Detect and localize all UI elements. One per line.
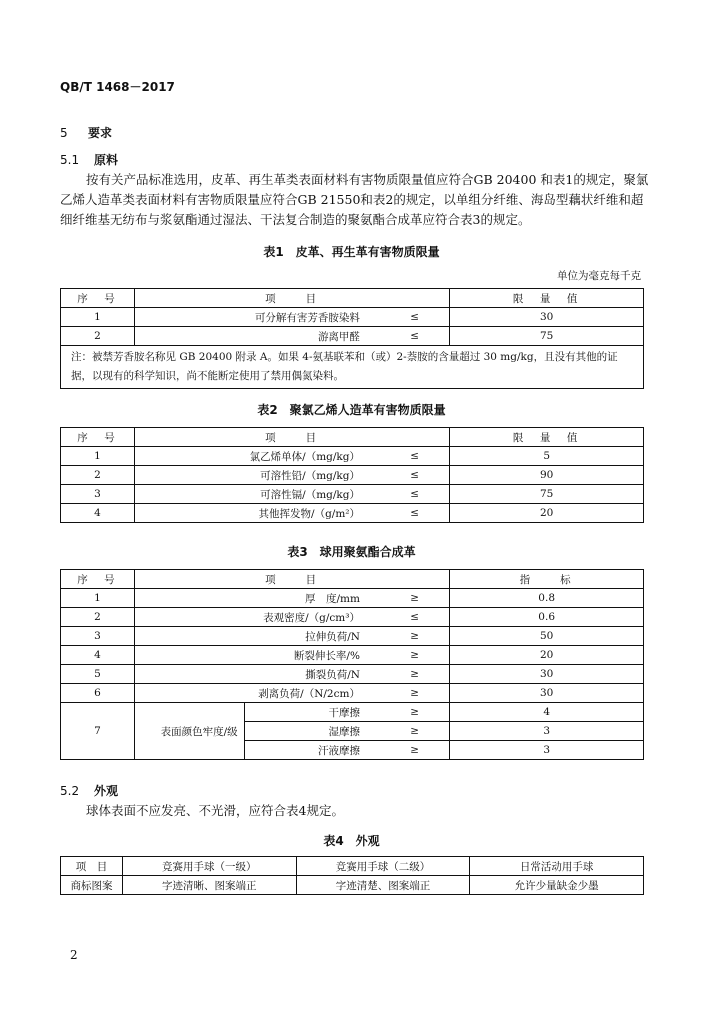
row-item: 表面颜色牢度/级	[134, 703, 244, 760]
row-item: 撕裂负荷/N	[134, 665, 380, 684]
row-cell: 允许少量缺金少墨	[470, 876, 644, 895]
section-number: 5.2	[60, 784, 80, 798]
row-operator: ≤	[380, 608, 450, 627]
table4	[60, 856, 644, 895]
table1-caption: 表1 皮革、再生革有害物质限量	[263, 245, 440, 259]
row-operator: ≥	[380, 627, 450, 646]
row-value: 30	[450, 665, 644, 684]
row-number: 2	[61, 327, 135, 346]
row-item: 剥离负荷/（N/2cm）	[134, 684, 380, 703]
header-cell: 限 量 值	[450, 428, 644, 447]
row-operator: ≤	[380, 504, 450, 523]
row-item: 氯乙烯单体/（mg/kg）	[134, 447, 380, 466]
row-number: 1	[61, 589, 135, 608]
row-value: 30	[450, 308, 644, 327]
header-cell: 序 号	[61, 570, 135, 589]
row-operator: ≤	[380, 308, 450, 327]
row-number: 7	[61, 703, 135, 760]
row-item: 游离甲醛	[134, 327, 380, 346]
row-operator: ≥	[380, 722, 450, 741]
table3-caption: 表3 球用聚氨酯合成革	[287, 545, 416, 559]
row-value: 5	[450, 447, 644, 466]
row-number: 6	[61, 684, 135, 703]
row-value: 30	[450, 684, 644, 703]
row-item: 可溶性镉/（mg/kg）	[134, 485, 380, 504]
header-cell: 项 目	[134, 289, 449, 308]
row-item: 表观密度/（g/cm³）	[134, 608, 380, 627]
table-row	[61, 665, 644, 684]
sub-item: 湿摩擦	[244, 722, 380, 741]
header-cell: 竞赛用手球（二级）	[296, 857, 470, 876]
row-item: 拉伸负荷/N	[134, 627, 380, 646]
header-cell: 项 目	[134, 570, 449, 589]
row-number: 1	[61, 308, 135, 327]
row-number: 4	[61, 504, 135, 523]
table-row	[61, 608, 644, 627]
header-cell: 序 号	[61, 289, 135, 308]
row-number: 3	[61, 627, 135, 646]
row-value: 90	[450, 466, 644, 485]
row-value: 75	[450, 485, 644, 504]
table-header-row	[61, 289, 644, 308]
row-value: 75	[450, 327, 644, 346]
table-header-row	[61, 428, 644, 447]
table1-unit: 单位为毫克每千克	[557, 270, 641, 282]
paragraph-5-1: 按有关产品标准选用，皮革、再生革类表面材料有害物质限量值应符合GB 20400 和表1的规定，聚氯乙烯人造革类表面材料有害物质限量应符合GB 21550和表2的规定，以单组分纤维、海岛型藕状纤维和超细纤维基无纺布与浆氨酯通过湿法、干法复合制造的聚氨酯合成革应符合表3的规定。	[60, 172, 649, 227]
row-number: 3	[61, 485, 135, 504]
header-cell: 指 标	[450, 570, 644, 589]
row-value: 0.6	[450, 608, 644, 627]
sub-item: 汗液摩擦	[244, 741, 380, 760]
table-row	[61, 703, 644, 722]
sub-item: 干摩擦	[244, 703, 380, 722]
row-operator: ≥	[380, 741, 450, 760]
section-number: 5	[60, 126, 68, 140]
table-row	[61, 466, 644, 485]
table-note-row	[61, 346, 644, 389]
table-header-row	[61, 857, 644, 876]
row-value: 3	[450, 722, 644, 741]
section-5-1-heading	[60, 151, 118, 168]
header-cell: 日常活动用手球	[470, 857, 644, 876]
table-row	[61, 504, 644, 523]
row-operator: ≤	[380, 466, 450, 485]
table-note: 注：被禁芳香胺名称见 GB 20400 附录 A。如果 4-氨基联苯和（或）2-萘胺的含量超过 30 mg/kg，且没有其他的证据，以现有的科学知识，尚不能断定使用了禁用偶氮染料。	[61, 346, 644, 389]
table-row	[61, 589, 644, 608]
row-operator: ≥	[380, 589, 450, 608]
table4-caption: 表4 外观	[323, 834, 380, 848]
section-title: 外观	[94, 784, 119, 798]
section-title: 原料	[94, 153, 119, 167]
table-header-row	[61, 570, 644, 589]
row-operator: ≤	[380, 485, 450, 504]
row-operator: ≤	[380, 447, 450, 466]
row-item: 可溶性铅/（mg/kg）	[134, 466, 380, 485]
section-title: 要求	[88, 126, 113, 140]
table1	[60, 288, 644, 389]
row-number: 4	[61, 646, 135, 665]
table-row	[61, 627, 644, 646]
table-row	[61, 646, 644, 665]
row-number: 2	[61, 608, 135, 627]
table-row	[61, 308, 644, 327]
row-operator: ≥	[380, 646, 450, 665]
page-number: 2	[70, 948, 78, 962]
row-number: 5	[61, 665, 135, 684]
table-row	[61, 327, 644, 346]
row-value: 0.8	[450, 589, 644, 608]
table-row	[61, 876, 644, 895]
row-cell: 字迹清楚、图案端正	[296, 876, 470, 895]
header-cell: 项 目	[61, 857, 123, 876]
section-number: 5.1	[60, 153, 80, 167]
row-number: 2	[61, 466, 135, 485]
row-value: 50	[450, 627, 644, 646]
table-row	[61, 684, 644, 703]
row-operator: ≥	[380, 703, 450, 722]
row-value: 4	[450, 703, 644, 722]
table2-caption: 表2 聚氯乙烯人造革有害物质限量	[257, 403, 446, 417]
header-cell: 限 量 值	[450, 289, 644, 308]
row-item: 断裂伸长率/%	[134, 646, 380, 665]
section-5-2-heading	[60, 782, 118, 799]
row-item: 可分解有害芳香胺染料	[134, 308, 380, 327]
row-operator: ≤	[380, 327, 450, 346]
header-cell: 序 号	[61, 428, 135, 447]
row-value: 3	[450, 741, 644, 760]
paragraph-5-2: 球体表面不应发亮、不光滑，应符合表4规定。	[86, 803, 344, 818]
header-cell: 项 目	[134, 428, 449, 447]
row-item: 厚 度/mm	[134, 589, 380, 608]
table-row	[61, 485, 644, 504]
table3	[60, 569, 644, 760]
row-operator: ≥	[380, 665, 450, 684]
header-cell: 竞赛用手球（一级）	[122, 857, 296, 876]
row-value: 20	[450, 504, 644, 523]
row-operator: ≥	[380, 684, 450, 703]
standard-code: QB/T 1468－2017	[60, 80, 175, 94]
table2	[60, 427, 644, 523]
row-number: 1	[61, 447, 135, 466]
table-row	[61, 447, 644, 466]
row-cell: 商标图案	[61, 876, 123, 895]
row-value: 20	[450, 646, 644, 665]
row-cell: 字迹清晰、图案端正	[122, 876, 296, 895]
row-item: 其他挥发物/（g/m²）	[134, 504, 380, 523]
section-5-heading	[60, 124, 112, 141]
